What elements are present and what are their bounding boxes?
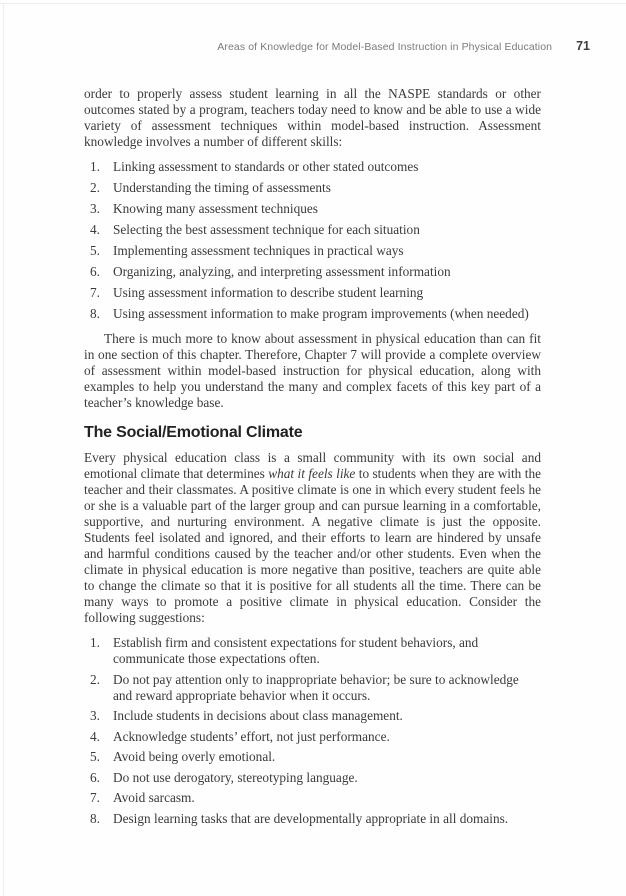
paragraph-climate-before: Every physical education class is a small community with its own social and emotional climate that determines xyxy=(84,450,541,481)
running-head-title: Areas of Knowledge for Model-Based Instruction in Physical Education xyxy=(217,41,553,53)
page-edge-left xyxy=(3,3,4,896)
list-item-text: Understanding the timing of assessments xyxy=(113,180,331,195)
list-item-number: 6. xyxy=(90,264,100,279)
assessment-skills-list xyxy=(84,159,541,322)
list-item-text: Do not use derogatory, stereotyping language. xyxy=(113,769,358,785)
list-item-text: Avoid sarcasm. xyxy=(113,790,195,805)
list-item-number: 6. xyxy=(90,769,100,785)
list-item-text: Using assessment information to make program improvements (when needed) xyxy=(113,306,529,321)
list-item-number: 8. xyxy=(90,306,100,321)
page-edge-top xyxy=(0,3,626,4)
list-item-text: Using assessment information to describe student learning xyxy=(113,285,424,300)
list-item xyxy=(84,672,541,704)
list-item xyxy=(84,729,541,745)
list-item xyxy=(84,201,541,217)
list-item-number: 2. xyxy=(90,180,100,195)
list-item-number: 4. xyxy=(90,222,100,237)
list-item-number: 1. xyxy=(90,159,100,174)
list-item xyxy=(84,159,541,175)
list-item-text: Linking assessment to standards or other stated outcomes xyxy=(113,159,419,174)
paragraph-climate-after: to students when they are with the teacher and their classmates. A positive climate is one in which every student feels he or she is a valuable part of the larger group and can pursue learning in a comfortable, supportive, and nurturing environment. A negative climate is just the opposite. Students feel isolated and ignored, and their efforts to learn are hindered by unsafe and harmful conditions caused by the teacher and/or other students. Even when the climate in physical education is more negative than positive, teachers are quite able to change the climate so that it is positive for all students all the time. There can be many ways to promote a positive climate in physical education. Consider the following suggestions: xyxy=(84,466,541,625)
list-item-text: Acknowledge students’ effort, not just performance. xyxy=(113,728,390,744)
list-item-number: 2. xyxy=(90,671,100,687)
list-item-text: Design learning tasks that are developmentally appropriate in all domains. xyxy=(113,810,509,826)
list-item-number: 3. xyxy=(90,708,100,723)
list-item-text: Implementing assessment techniques in practical ways xyxy=(113,243,404,258)
climate-suggestions-list xyxy=(84,635,541,827)
list-item-text: Do not pay attention only to inappropriate behavior; be sure to acknowledge and reward appropriate behavior when it occurs. xyxy=(113,671,519,703)
list-item-number: 1. xyxy=(90,635,100,650)
list-item xyxy=(84,222,541,238)
list-item-text: Selecting the best assessment technique for each situation xyxy=(113,222,420,237)
list-item-number: 3. xyxy=(90,201,100,216)
list-item-number: 7. xyxy=(90,790,100,805)
list-item xyxy=(84,708,541,724)
list-item-text: Avoid being overly emotional. xyxy=(113,749,276,764)
list-item xyxy=(84,306,541,322)
page-content xyxy=(84,86,541,834)
list-item-text: Organizing, analyzing, and interpreting assessment information xyxy=(113,264,451,279)
italic-phrase: what it feels like xyxy=(268,466,356,481)
paragraph-assessment-intro: order to properly assess student learning in all the NASPE standards or other outcomes stated by a program, teachers today need to know and be able to use a wide variety of assessment techniques within model-based instruction. Assessment knowledge involves a number of different skills: xyxy=(84,86,541,149)
list-item-text: Establish firm and consistent expectations for student behaviors, and communicate those expectations often. xyxy=(113,635,479,666)
list-item-text: Knowing many assessment techniques xyxy=(113,201,318,216)
list-item xyxy=(84,770,541,786)
list-item xyxy=(84,635,541,667)
list-item xyxy=(84,180,541,196)
list-item xyxy=(84,264,541,280)
list-item xyxy=(84,285,541,301)
list-item-number: 7. xyxy=(90,285,100,300)
paragraph-assessment-more: There is much more to know about assessment in physical education than can fit in one section of this chapter. Therefore, Chapter 7 will provide a complete overview of assessment within model-based instruction for physical education, along with examples to help you understand the many and complex facets of this key part of a teacher’s knowledge base. xyxy=(84,331,541,410)
running-header xyxy=(84,39,590,53)
list-item xyxy=(84,243,541,259)
list-item xyxy=(84,749,541,765)
page-number: 71 xyxy=(576,39,590,53)
list-item xyxy=(84,790,541,806)
list-item xyxy=(84,811,541,827)
paragraph-climate xyxy=(84,450,541,626)
list-item-number: 8. xyxy=(90,810,100,826)
list-item-number: 5. xyxy=(90,243,100,258)
list-item-text: Include students in decisions about class management. xyxy=(113,708,403,723)
section-heading: The Social/Emotional Climate xyxy=(84,424,303,441)
list-item-number: 5. xyxy=(90,749,100,764)
list-item-number: 4. xyxy=(90,728,100,744)
